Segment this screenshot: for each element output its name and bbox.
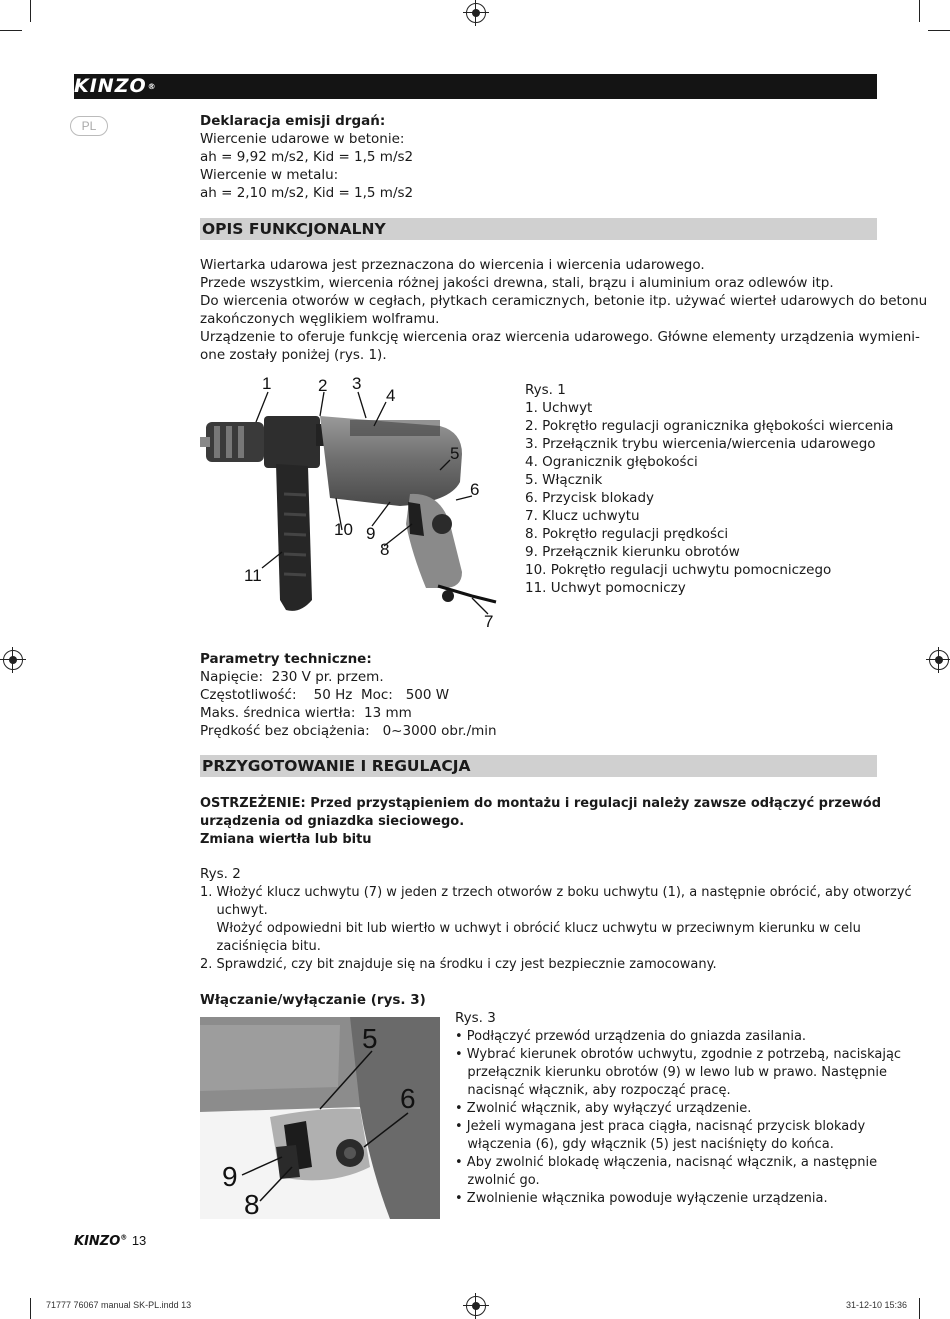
footer-file-slug: 71777 76067 manual SK-PL.indd 13 xyxy=(46,1300,192,1310)
callout-label: 8 xyxy=(244,1189,260,1220)
bullet-line: włączenia (6), gdy włącznik (5) jest naciśnięty do końca. xyxy=(455,1137,834,1152)
callout-label: 8 xyxy=(380,540,390,559)
legend-item: 9. Przełącznik kierunku obrotów xyxy=(525,544,740,560)
language-badge: PL xyxy=(70,116,108,136)
paragraph-line: Przede wszystkim, wiercenia różnej jakości drewna, stali, brązu i aluminium oraz odlewów itp. xyxy=(200,275,834,291)
step-line: zaciśnięcia bitu. xyxy=(200,939,321,954)
crop-mark xyxy=(0,30,22,31)
callout-label: 9 xyxy=(366,524,376,543)
brand-logo: KINZO® xyxy=(74,75,157,97)
params-title: Parametry techniczne: xyxy=(200,651,372,667)
paragraph-line: Urządzenie to oferuje funkcję wiercenia oraz wiercenia udarowego. Główne elementy urządzenia wymieni- xyxy=(200,329,920,345)
legend-item: 2. Pokrętło regulacji ogranicznika głębokości wiercenia xyxy=(525,418,894,434)
bullet-line: • Jeżeli wymagana jest praca ciągła, nacisnąć przycisk blokady xyxy=(455,1119,866,1134)
callout-label: 10 xyxy=(334,520,353,539)
onoff-title: Włączanie/wyłączanie (rys. 3) xyxy=(200,992,426,1008)
page-number: 13 xyxy=(131,1233,147,1248)
legend-item: 8. Pokrętło regulacji prędkości xyxy=(525,526,729,542)
vibration-line: ah = 2,10 m/s2, Kid = 1,5 m/s2 xyxy=(200,185,414,201)
registration-mark-icon xyxy=(3,650,23,670)
callout-label: 11 xyxy=(244,566,262,585)
step-line: Włożyć odpowiedni bit lub wiertło w uchwyt i obrócić klucz uchwytu w przeciwnym kierunku w celu xyxy=(200,921,861,936)
param-line: Prędkość bez obciążenia: 0~3000 obr./min xyxy=(200,723,497,739)
paragraph-line: one zostały poniżej (rys. 1). xyxy=(200,347,387,363)
callout-label: 6 xyxy=(470,480,480,499)
vibration-line: Wiercenie w metalu: xyxy=(200,167,339,183)
footer-date-slug: 31-12-10 15:36 xyxy=(846,1300,908,1310)
footer-logo: KINZO® 13 xyxy=(74,1233,147,1249)
step-line: 1. Włożyć klucz uchwytu (7) w jeden z trzech otworów z boku uchwytu (1), a następnie obrócić, aby otworzyć xyxy=(200,885,912,900)
figure-caption: Rys. 3 xyxy=(455,1010,496,1026)
legend-item: 4. Ogranicznik głębokości xyxy=(525,454,698,470)
callout-label: 7 xyxy=(484,612,494,631)
paragraph-line: zakończonych węglikiem wolframu. xyxy=(200,311,440,327)
figure-caption: Rys. 2 xyxy=(200,866,241,882)
vibration-line: Wiercenie udarowe w betonie: xyxy=(200,131,405,147)
bullet-line: zwolnić go. xyxy=(455,1173,540,1188)
callout-label: 9 xyxy=(222,1161,238,1192)
crop-mark xyxy=(30,0,31,22)
crop-mark xyxy=(919,1298,920,1319)
legend-item: 3. Przełącznik trybu wiercenia/wiercenia udarowego xyxy=(525,436,876,452)
warning-text: OSTRZEŻENIE: Przed przystąpieniem do montażu i regulacji należy zawsze odłączyć przewód xyxy=(200,796,882,811)
callout-label: 1 xyxy=(262,374,272,393)
callout-label: 5 xyxy=(362,1023,378,1054)
subheading: Zmiana wiertła lub bitu xyxy=(200,832,372,847)
header-bar xyxy=(74,74,877,99)
vibration-line: ah = 9,92 m/s2, Kid = 1,5 m/s2 xyxy=(200,149,414,165)
param-line: Maks. średnica wiertła: 13 mm xyxy=(200,705,412,721)
registration-mark-icon xyxy=(929,650,949,670)
paragraph-line: Do wiercenia otworów w cegłach, płytkach ceramicznych, betonie itp. używać wierteł udarowych do betonu xyxy=(200,293,928,309)
bullet-line: • Podłączyć przewód urządzenia do gniazda zasilania. xyxy=(455,1029,807,1044)
vibration-title: Deklaracja emisji drgań: xyxy=(200,113,386,129)
callout-label: 5 xyxy=(450,444,460,463)
crop-mark xyxy=(928,30,950,31)
legend-item: 5. Włącznik xyxy=(525,472,603,488)
bullet-line: • Aby zwolnić blokadę włączenia, nacisnąć włącznik, a następnie xyxy=(455,1155,878,1170)
step-line: uchwyt. xyxy=(200,903,268,918)
drill-illustration xyxy=(200,374,505,634)
callout-label: 6 xyxy=(400,1083,416,1114)
param-line: Częstotliwość: 50 Hz Moc: 500 W xyxy=(200,687,450,703)
bullet-line: • Zwolnić włącznik, aby wyłączyć urządzenie. xyxy=(455,1101,752,1116)
paragraph-line: Wiertarka udarowa jest przeznaczona do wiercenia i wiercenia udarowego. xyxy=(200,257,705,273)
crop-mark xyxy=(919,0,920,22)
callout-label: 3 xyxy=(352,374,362,393)
legend-item: 1. Uchwyt xyxy=(525,400,593,416)
registration-mark-icon xyxy=(466,1296,486,1316)
callout-label: 4 xyxy=(386,386,396,405)
drill-figure xyxy=(200,374,505,634)
registration-mark-icon xyxy=(466,3,486,23)
figure-caption: Rys. 1 xyxy=(525,382,566,398)
bullet-line: • Zwolnienie włącznika powoduje wyłączenie urządzenia. xyxy=(455,1191,828,1206)
callout-label: 2 xyxy=(318,376,328,395)
bullet-line: przełącznik kierunku obrotów (9) w lewo lub w prawo. Następnie xyxy=(455,1065,887,1080)
legend-item: 11. Uchwyt pomocniczy xyxy=(525,580,686,596)
bullet-line: • Wybrać kierunek obrotów uchwytu, zgodnie z potrzebą, naciskając xyxy=(455,1047,902,1062)
switch-figure xyxy=(200,1017,440,1219)
section-heading-functional: OPIS FUNKCJONALNY xyxy=(200,218,877,240)
param-line: Napięcie: 230 V pr. przem. xyxy=(200,669,384,685)
legend-item: 7. Klucz uchwytu xyxy=(525,508,640,524)
crop-mark xyxy=(30,1298,31,1319)
section-heading-preparation: PRZYGOTOWANIE I REGULACJA xyxy=(200,755,877,777)
step-line: 2. Sprawdzić, czy bit znajduje się na środku i czy jest bezpiecznie zamocowany. xyxy=(200,957,717,972)
legend-item: 10. Pokrętło regulacji uchwytu pomocniczego xyxy=(525,562,832,578)
warning-text: urządzenia od gniazdka sieciowego. xyxy=(200,814,465,829)
bullet-line: nacisnąć włącznik, aby rozpocząć pracę. xyxy=(455,1083,731,1098)
legend-item: 6. Przycisk blokady xyxy=(525,490,655,506)
